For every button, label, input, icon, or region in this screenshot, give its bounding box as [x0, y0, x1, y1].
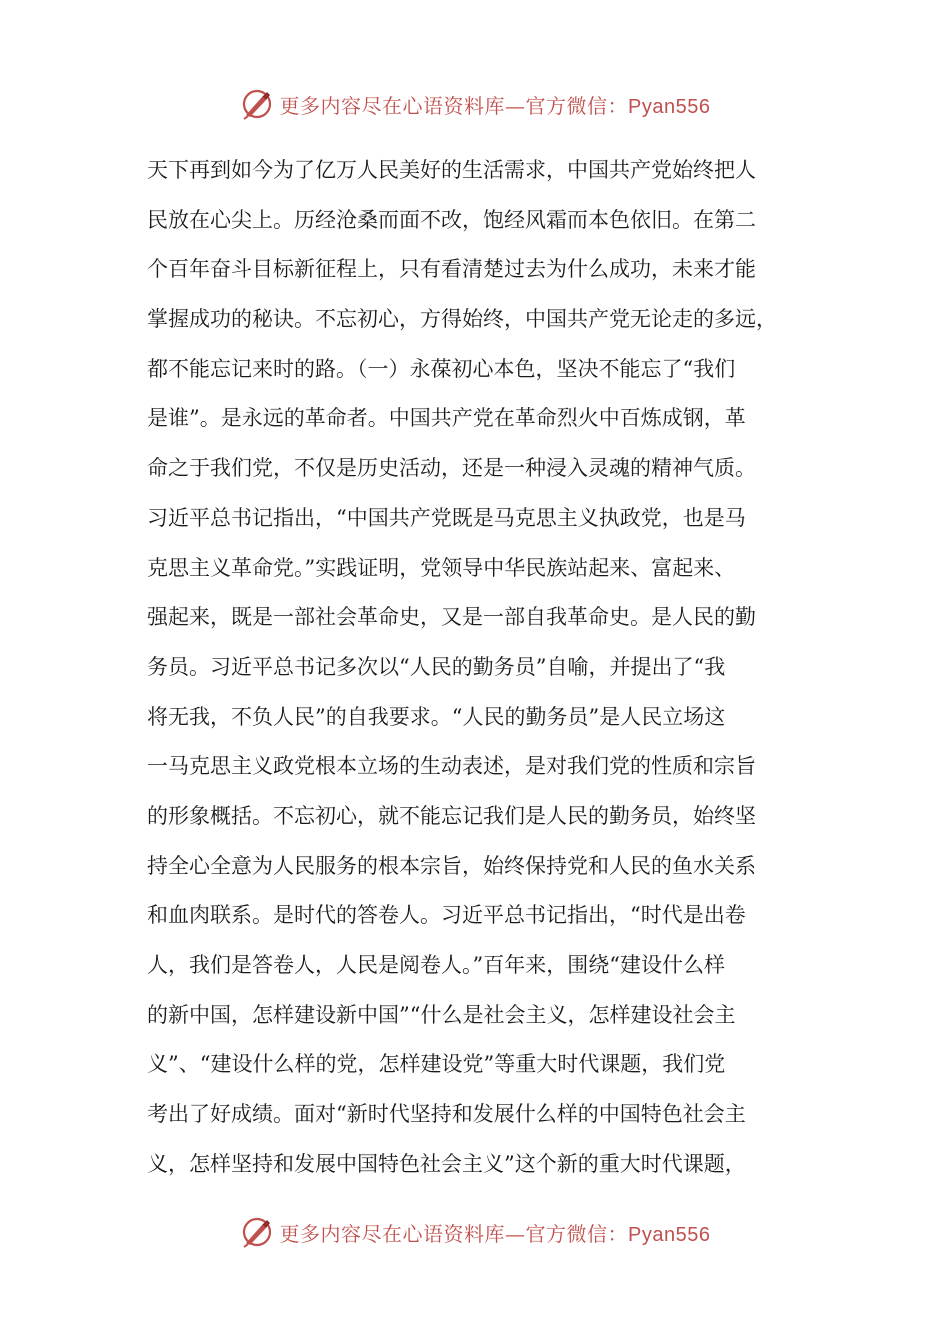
text-line: 和血肉联系。是时代的答卷人。习近平总书记指出，“时代是出卷 — [147, 903, 746, 928]
text-line: 务员。习近平总书记多次以“人民的勤务员”自喻，并提出了“我 — [147, 654, 726, 679]
text-line: 掌握成功的秘诀。不忘初心，方得始终，中国共产党无论走的多远， — [147, 307, 777, 332]
header-banner-text: 更多内容尽在心语资料库—官方微信：Pyan556 — [279, 93, 711, 118]
text-line: 都不能忘记来时的路。（一）永葆初心本色，坚决不能忘了“我们 — [147, 356, 736, 381]
text-line: 的新中国，怎样建设新中国”“什么是社会主义，怎样建设社会主 — [147, 1002, 736, 1027]
text-line: 持全心全意为人民服务的根本宗旨，始终保持党和人民的鱼水关系 — [147, 853, 756, 878]
text-line: 习近平总书记指出，“中国共产党既是马克思主义执政党，也是马 — [147, 505, 746, 530]
text-line: 义，怎样坚持和发展中国特色社会主义”这个新的重大时代课题， — [147, 1151, 746, 1176]
text-line: 考出了好成绩。面对“新时代坚持和发展什么样的中国特色社会主 — [147, 1102, 746, 1127]
text-line: 命之于我们党，不仅是历史活动，还是一种浸入灵魂的精神气质。 — [147, 456, 756, 481]
document-body — [147, 146, 807, 1189]
text-line: 的形象概括。不忘初心，就不能忘记我们是人民的勤务员，始终坚 — [147, 803, 756, 828]
text-line: 个百年奋斗目标新征程上，只有看清楚过去为什么成功，未来才能 — [147, 257, 756, 282]
text-line: 天下再到如今为了亿万人民美好的生活需求，中国共产党始终把人 — [147, 158, 756, 182]
pen-logo-icon — [240, 87, 274, 121]
footer-wechat-id: Pyan556 — [628, 1223, 711, 1246]
text-line: 是谁”。是永远的革命者。中国共产党在革命烈火中百炼成钢，革 — [147, 406, 746, 431]
footer-banner — [0, 1210, 950, 1254]
text-line: 义”、“建设什么样的党，怎样建设党”等重大时代课题，我们党 — [147, 1052, 726, 1077]
text-line: 强起来，既是一部社会革命史，又是一部自我革命史。是人民的勤 — [147, 605, 756, 630]
text-line: 民放在心尖上。历经沧桑而面不改，饱经风霜而本色依旧。在第二 — [147, 207, 756, 232]
text-line: 一马克思主义政党根本立场的生动表述，是对我们党的性质和宗旨 — [147, 754, 756, 779]
text-line: 人，我们是答卷人，人民是阅卷人。”百年来，围绕“建设什么样 — [147, 953, 725, 977]
header-banner — [0, 82, 950, 126]
text-line: 将无我，不负人民”的自我要求。“人民的勤务员”是人民立场这 — [147, 704, 726, 729]
header-wechat-id: Pyan556 — [628, 95, 711, 118]
pen-logo-icon — [240, 1215, 274, 1249]
footer-banner-text: 更多内容尽在心语资料库—官方微信：Pyan556 — [279, 1221, 711, 1246]
text-line: 克思主义革命党。”实践证明，党领导中华民族站起来、富起来、 — [147, 555, 736, 580]
